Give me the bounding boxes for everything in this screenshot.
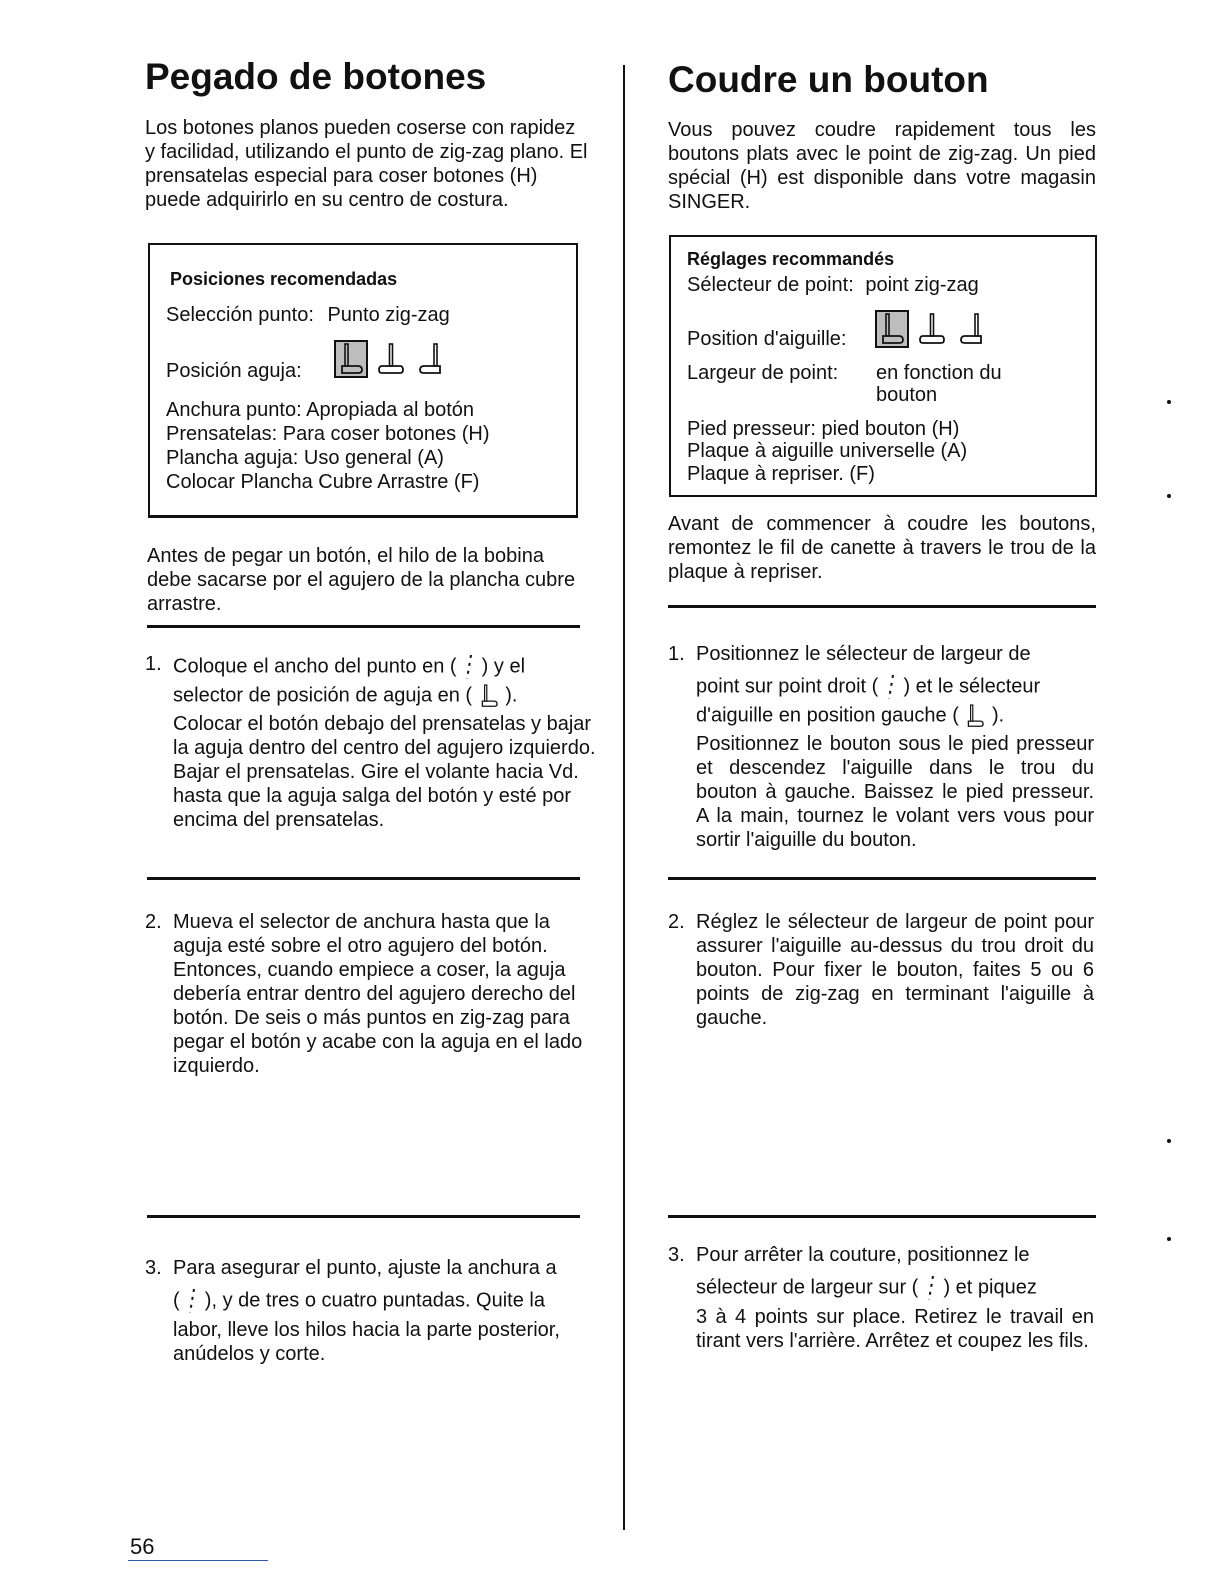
french-settings-box xyxy=(669,235,1097,497)
step-number: 2. xyxy=(145,911,162,933)
step-3-line-1: Pour arrêter la couture, positionnez le xyxy=(696,1244,1030,1266)
french-pre-note: Avant de commencer à coudre les boutons, remontez le fil de canette à travers le trou de la plaque à repriser. xyxy=(668,513,1096,583)
step-3-text-b: ) et piquez xyxy=(943,1276,1037,1299)
step-3-rest: 3 à 4 points sur place. Retirez le travail en tirant vers l'arrière. Arrêtez et coupez les fils. xyxy=(696,1306,1094,1352)
page-number: 56 xyxy=(130,1534,155,1559)
french-intro: Vous pouvez coudre rapidement tous les boutons plats avec le point de zig-zag. Un pied spécial (H) est disponible dans votre magasin SINGER. xyxy=(668,119,1096,213)
step-1-text-a: Coloque el ancho del punto en ( xyxy=(173,655,457,678)
french-divider-1 xyxy=(668,605,1096,608)
french-width-label: Largeur de point: xyxy=(687,362,839,384)
spanish-box-title: Posiciones recomendadas xyxy=(170,269,398,289)
french-stitch-value: point zig-zag xyxy=(865,274,979,296)
spanish-title: Pegado de botones xyxy=(145,56,487,97)
french-needle-positions xyxy=(877,312,997,346)
column-divider xyxy=(623,65,625,1530)
scan-speck xyxy=(1167,400,1171,404)
step-number: 1. xyxy=(668,643,685,665)
page-number-underline xyxy=(128,1560,268,1561)
french-box-title: Réglages recommandés xyxy=(687,249,895,269)
step-1-rest: Colocar el botón debajo del prensatelas y bajar la aguja dentro del centro del agujero izquierdo. Bajar el prensatelas. Gire el volante hacia Vd. hasta que la aguja salga del botón y esté por encima del prensatelas. xyxy=(173,713,596,831)
step-1-text-d: ). xyxy=(992,704,1005,727)
step-number: 3. xyxy=(668,1244,685,1266)
step-3-text-b: ( xyxy=(173,1289,180,1312)
needle-center-icon xyxy=(376,342,406,376)
spanish-divider-3 xyxy=(147,1215,580,1218)
french-divider-3 xyxy=(668,1215,1096,1218)
step-3-text-a: Para asegurar el punto, ajuste la anchura a xyxy=(173,1257,557,1279)
spanish-plate-line: Plancha aguja: Uso general (A) xyxy=(166,447,444,469)
spanish-needle-label: Posición aguja: xyxy=(166,360,302,382)
step-number: 2. xyxy=(668,911,685,933)
spanish-needle-positions xyxy=(336,342,456,376)
french-foot-line: Pied presseur: pied bouton (H) xyxy=(687,418,960,440)
step-1-line-1: Positionnez le sélecteur de largeur de xyxy=(696,643,1031,665)
french-plate-line: Plaque à aiguille universelle (A) xyxy=(687,440,968,462)
needle-left-icon xyxy=(478,682,500,710)
spanish-width-line: Anchura punto: Apropiada al botón xyxy=(166,399,475,421)
step-1-text-d: ). xyxy=(505,684,518,707)
french-stitch-label: Sélecteur de point: xyxy=(687,274,854,296)
scan-speck xyxy=(1167,494,1171,498)
step-1-text-a: point sur point droit ( xyxy=(696,675,879,698)
spanish-divider-1 xyxy=(147,625,580,628)
french-width-value-2: bouton xyxy=(876,384,938,406)
french-divider-2 xyxy=(668,877,1096,880)
needle-left-icon xyxy=(964,702,986,730)
straight-stitch-icon xyxy=(924,1273,938,1303)
step-3-rest: labor, lleve los hilos hacia la parte posterior, anúdelos y corte. xyxy=(173,1319,560,1365)
spanish-divider-2 xyxy=(147,877,580,880)
french-needle-label: Position d'aiguille: xyxy=(687,328,847,350)
needle-right-icon xyxy=(957,312,987,346)
step-2-text: Mueva el selector de anchura hasta que la aguja esté sobre el otro agujero del botón. Entonces, cuando empiece a coser, la aguja debería entrar dentro del agujero derecho del botón. De seis o más puntos en zig-zag para pegar el botón y acabe con la aguja en el lado izquierdo. xyxy=(173,911,583,1077)
step-1-text-b: ) y el xyxy=(481,655,526,678)
step-number: 3. xyxy=(145,1257,162,1279)
step-1-text-c: selector de posición de aguja en ( xyxy=(173,684,473,707)
spanish-stitch-value: Punto zig-zag xyxy=(327,304,450,326)
needle-right-icon xyxy=(416,342,446,376)
spanish-foot-line: Prensatelas: Para coser botones (H) xyxy=(166,423,490,445)
needle-left-icon xyxy=(336,342,366,376)
scan-speck xyxy=(1167,1237,1171,1241)
spanish-intro: Los botones planos pueden coserse con rapidez y facilidad, utilizando el punto de zig-zag plano. El prensatelas especial para coser botones (H) puede adquirirlo en su centro de costura. xyxy=(145,117,588,211)
spanish-stitch-label: Selección punto: xyxy=(166,304,314,326)
french-width-value-1: en fonction du xyxy=(876,362,1002,384)
step-1-rest: Positionnez le bouton sous le pied presseur et descendez l'aiguille dans le trou du bouton à gauche. Baissez le pied presseur. A la main, tournez le volant vers vous pour sortir l'aiguille du bouton. xyxy=(696,733,1094,851)
french-stitch-line xyxy=(687,273,979,297)
needle-left-icon xyxy=(877,312,907,346)
straight-stitch-icon xyxy=(462,652,476,682)
step-2-text: Réglez le sélecteur de largeur de point pour assurer l'aiguille au-dessus du trou droit du bouton. Pour fixer le bouton, faites 5 ou 6 points de zig-zag en terminant l'aiguille à gauche. xyxy=(696,911,1094,1029)
needle-center-icon xyxy=(917,312,947,346)
step-3-text-a: sélecteur de largeur sur ( xyxy=(696,1276,919,1299)
straight-stitch-icon xyxy=(884,672,898,702)
step-1-text-b: ) et le sélecteur xyxy=(903,675,1041,698)
spanish-cover-line: Colocar Plancha Cubre Arrastre (F) xyxy=(166,471,480,493)
straight-stitch-icon xyxy=(185,1286,199,1316)
french-title: Coudre un bouton xyxy=(668,59,989,100)
spanish-settings-box xyxy=(148,243,578,518)
scan-speck xyxy=(1167,1139,1171,1143)
french-darn-line: Plaque à repriser. (F) xyxy=(687,463,875,485)
step-3-text-c: ), y de tres o cuatro puntadas. Quite la xyxy=(204,1289,545,1312)
step-1-text-c: d'aiguille en position gauche ( xyxy=(696,704,959,727)
spanish-stitch-line xyxy=(166,303,450,327)
spanish-pre-note: Antes de pegar un botón, el hilo de la bobina debe sacarse por el agujero de la plancha cubre arrastre. xyxy=(147,545,576,615)
step-number: 1. xyxy=(145,653,162,675)
